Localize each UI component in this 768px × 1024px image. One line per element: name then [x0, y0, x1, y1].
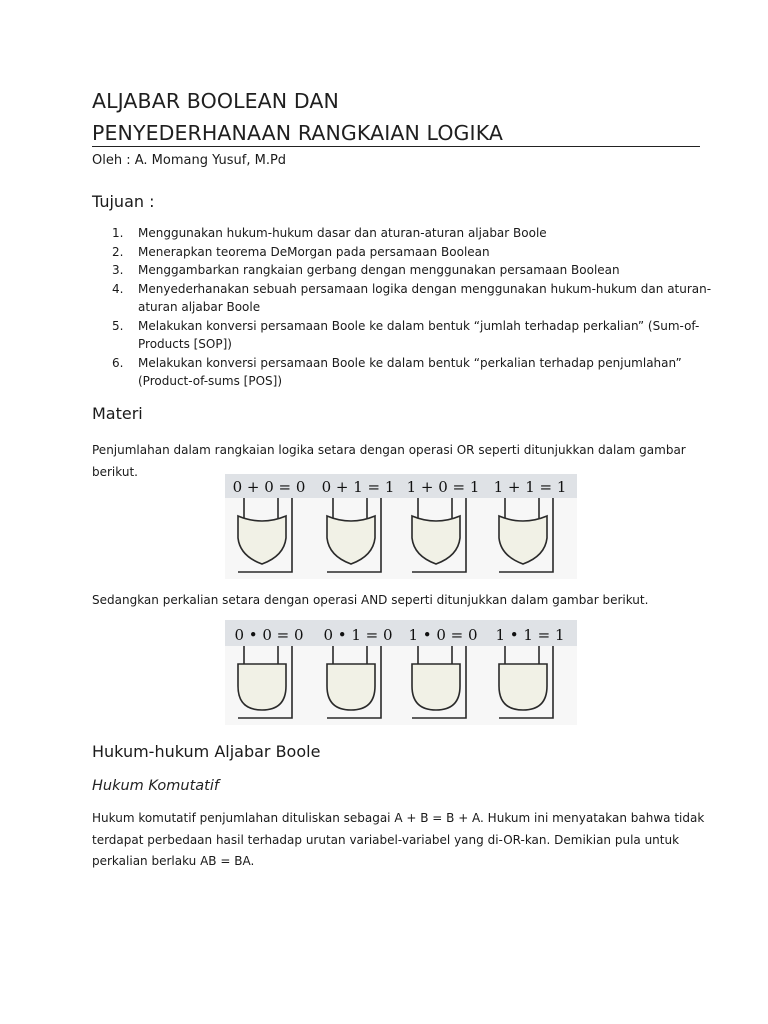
komutatif-heading: Hukum Komutatif — [92, 778, 219, 794]
goal-number: 2. — [112, 244, 124, 259]
and-equation-3: 1 • 0 = 0 — [408, 626, 478, 644]
and-gate-icon — [412, 646, 466, 718]
goal-number: 5. — [112, 318, 124, 333]
or-gate-icon — [412, 498, 466, 572]
goal-text: Menggambarkan rangkaian gerbang dengan menggunakan persamaan Boolean — [138, 263, 620, 277]
goal-text: Menyederhanakan sebuah persamaan logika dengan menggunakan hukum-hukum dan aturan-aturan aljabar Boole — [138, 281, 712, 314]
and-equation-2: 0 • 1 = 0 — [323, 626, 393, 644]
and-equation-4: 1 • 1 = 1 — [495, 626, 565, 644]
title-underline — [92, 146, 700, 147]
or-gate-icon — [499, 498, 553, 572]
goal-item — [92, 243, 712, 262]
or-equation-3: 1 + 0 = 1 — [406, 478, 480, 496]
goal-number: 1. — [112, 226, 124, 240]
goal-number: 4. — [112, 281, 124, 296]
goal-item — [92, 280, 712, 317]
goal-number: 3. — [112, 263, 124, 277]
title-line-2: PENYEDERHANAAN RANGKAIAN LOGIKA — [92, 121, 503, 145]
goal-item — [92, 224, 712, 243]
and-gate-icon — [238, 646, 292, 718]
goal-number: 6. — [112, 355, 124, 370]
materi-heading: Materi — [92, 404, 143, 423]
or-paragraph: Penjumlahan dalam rangkaian logika setara dengan operasi OR seperti ditunjukkan dalam gambar berikut. — [92, 443, 686, 479]
and-equation-1: 0 • 0 = 0 — [234, 626, 304, 644]
goal-item — [92, 354, 712, 391]
goals-list — [92, 224, 712, 391]
tujuan-heading: Tujuan : — [92, 192, 155, 211]
author-line: Oleh : A. Momang Yusuf, M.Pd — [92, 153, 287, 168]
title-line-1: ALJABAR BOOLEAN DAN — [92, 89, 339, 113]
goal-text: Melakukan konversi persamaan Boole ke dalam bentuk “perkalian terhadap penjumlahan” (Product-of-sums [POS]) — [138, 355, 682, 388]
or-equation-4: 1 + 1 = 1 — [493, 478, 567, 496]
goal-text: Melakukan konversi persamaan Boole ke dalam bentuk “jumlah terhadap perkalian” (Sum-of-Products [SOP]) — [138, 318, 700, 351]
or-gates-figure — [225, 474, 577, 579]
or-equation-1: 0 + 0 = 0 — [232, 478, 306, 496]
goal-text: Menggunakan hukum-hukum dasar dan aturan-aturan aljabar Boole — [138, 226, 547, 240]
or-equation-2: 0 + 1 = 1 — [321, 478, 395, 496]
komutatif-paragraph: Hukum komutatif penjumlahan dituliskan sebagai A + B = B + A. Hukum ini menyatakan bahwa tidak terdapat perbedaan hasil terhadap urutan variabel-variabel yang di-OR-kan. Demikian pula untuk perkalian berlaku AB = BA. — [92, 811, 705, 868]
hukum-heading: Hukum-hukum Aljabar Boole — [92, 742, 321, 761]
and-gate-icon — [327, 646, 381, 718]
and-paragraph: Sedangkan perkalian setara dengan operasi AND seperti ditunjukkan dalam gambar berikut. — [92, 593, 649, 607]
goal-item — [92, 317, 712, 354]
and-gates-figure — [225, 620, 577, 725]
or-gate-icon — [238, 498, 292, 572]
goal-item — [92, 261, 712, 280]
and-gate-icon — [499, 646, 553, 718]
goal-text: Menerapkan teorema DeMorgan pada persamaan Boolean — [138, 244, 490, 259]
or-gate-icon — [327, 498, 381, 572]
